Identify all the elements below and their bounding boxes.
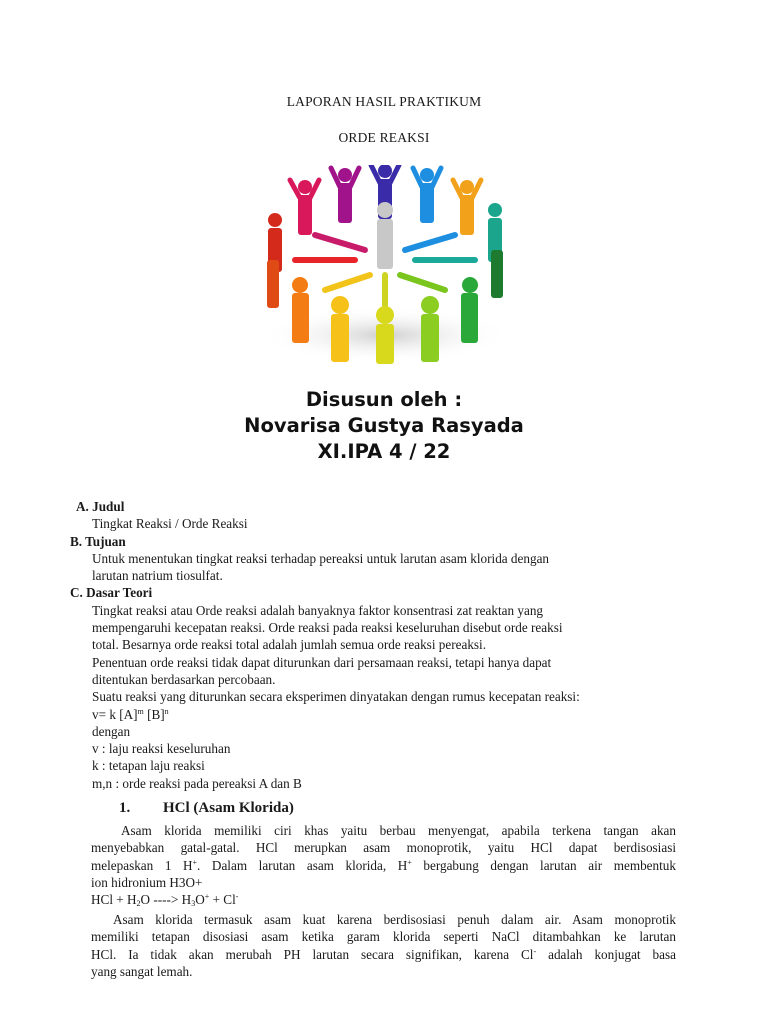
- def-k: k : tetapan laju reaksi: [92, 758, 205, 774]
- rate-mid: [B]: [143, 706, 165, 722]
- section-c-line: Tingkat reaksi atau Orde reaksi adalah banyaknya faktor konsentrasi zat reaktan yang: [92, 602, 544, 618]
- section-c-line: mempengaruhi kecepatan reaksi. Orde reaksi pada reaksi keseluruhan disebut orde reaksi: [92, 620, 563, 636]
- report-title: LAPORAN HASIL PRAKTIKUM: [286, 94, 482, 109]
- author-heading: Disusun oleh :: [305, 388, 463, 411]
- hcl-paragraph-2: [91, 911, 676, 980]
- subsection-1-heading: [91, 800, 294, 817]
- author-name: Novarisa Gustya Rasyada: [244, 414, 524, 437]
- p2-line: HCl. Ia tidak akan merubah PH larutan secara signifikan, karena Cl- adalah konjugat basa: [91, 946, 676, 962]
- p2-line: memiliki tetapan disosiasi asam ketika garam klorida seperti NaCl ditambahkan ke larutan: [91, 929, 676, 945]
- p2-line: Asam klorida termasuk asam kuat karena berdisosiasi penuh dalam air. Asam monoprotik: [113, 912, 676, 927]
- section-b-heading: B. Tujuan: [70, 533, 126, 549]
- section-c-line: ditentukan berdasarkan percobaan.: [92, 671, 276, 687]
- subsection-title: HCl (Asam Klorida): [163, 800, 294, 816]
- section-c-line: total. Besarnya orde reaksi total adalah jumlah semua orde reaksi pereaksi.: [92, 637, 487, 653]
- p1-line: Asam klorida memiliki ciri khas yaitu berbau menyengat, apabila terkena tangan akan: [121, 823, 676, 838]
- dengan-label: dengan: [92, 723, 131, 739]
- p2-line: yang sangat lemah.: [91, 963, 193, 979]
- p1-line: menyebabkan gatal-gatal. HCl merupkan asam monoprotik, yaitu HCl dapat berdisosiasi: [91, 840, 676, 856]
- section-c-heading: C. Dasar Teori: [70, 585, 153, 601]
- section-c-line: Suatu reaksi yang diturunkan secara eksperimen dinyatakan dengan rumus kecepatan reaksi:: [92, 689, 580, 705]
- rate-prefix: v= k [A]: [92, 706, 138, 722]
- p1-line: melepaskan 1 H+. Dalam larutan asam klorida, H+ bergabung dengan larutan air membentuk: [91, 857, 676, 873]
- rate-equation: [70, 706, 690, 723]
- report-body: [70, 498, 690, 792]
- def-v: v : laju reaksi keseluruhan: [92, 741, 231, 757]
- section-a-heading: A. Judul: [76, 499, 125, 514]
- section-b-line: larutan natrium tiosulfat.: [92, 568, 223, 584]
- def-mn: m,n : orde reaksi pada pereaksi A dan B: [92, 775, 302, 791]
- exp-n: n: [164, 706, 169, 716]
- author-class: XI.IPA 4 / 22: [317, 440, 451, 463]
- hcl-equation: HCl + $H_2O$ ----> $H_3O^+ + Cl^-$: [91, 892, 239, 909]
- section-b-line: Untuk menentukan tingkat reaksi terhadap pereaksi untuk larutan asam klorida dengan: [92, 550, 550, 566]
- teamwork-figures-image: [255, 165, 515, 365]
- report-subtitle: ORDE REAKSI: [338, 130, 430, 145]
- exp-m: m: [137, 706, 144, 716]
- p1-line: ion hidronium H3O+: [91, 874, 203, 890]
- section-a-text: Tingkat Reaksi / Orde Reaksi: [92, 516, 248, 532]
- subsection-number: 1.: [119, 800, 131, 816]
- section-c-line: Penentuan orde reaksi tidak dapat diturunkan dari persamaan reaksi, tetapi hanya dapat: [92, 654, 552, 670]
- hcl-paragraph-1: [91, 822, 676, 908]
